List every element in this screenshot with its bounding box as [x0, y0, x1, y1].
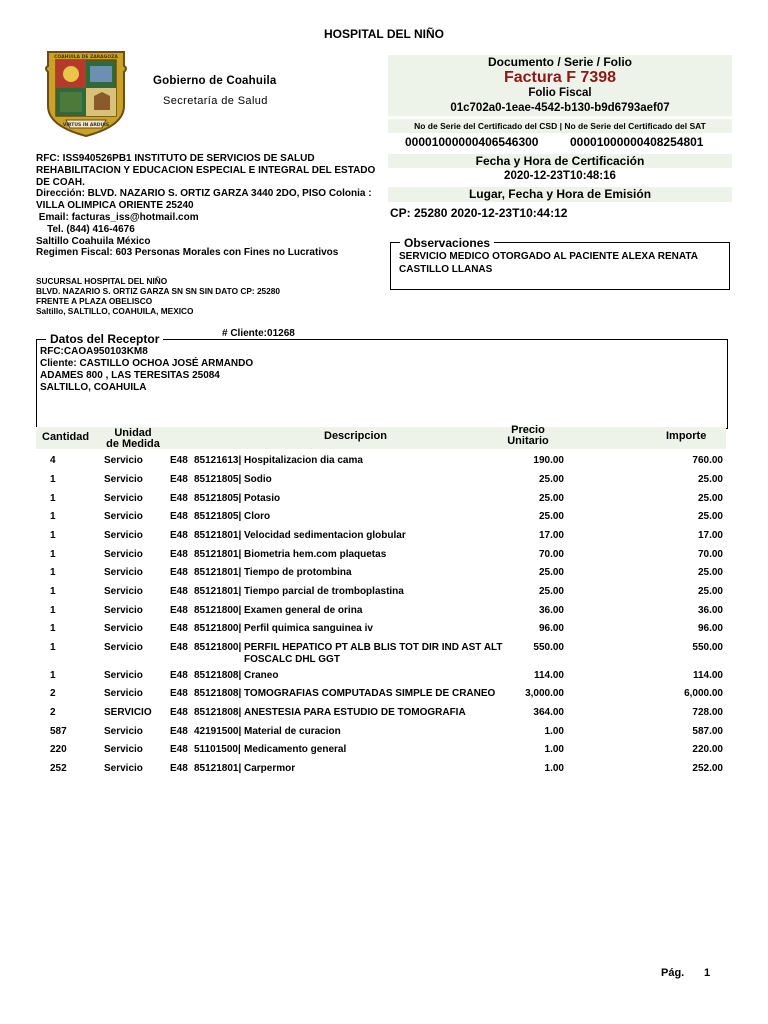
descripcion-cell: Hospitalizacion dia cama	[244, 455, 363, 466]
cantidad-cell: 4	[50, 455, 56, 466]
codigo-cell: 51101500|	[194, 744, 241, 755]
importe-cell: 550.00	[692, 642, 723, 653]
cantidad-cell: 1	[50, 670, 56, 681]
descripcion-cell: Medicamento general	[244, 744, 347, 755]
secretaria-label: Secretaría de Salud	[163, 95, 268, 107]
page-number: 1	[704, 967, 711, 979]
importe-cell: 70.00	[697, 549, 723, 560]
certificado-sat: 00001000000408254801	[570, 135, 704, 149]
importe-cell: 252.00	[692, 763, 723, 774]
unidad-cell: Servicio	[104, 623, 143, 634]
precio-unitario-cell: 25.00	[538, 586, 564, 597]
unidad-cell: Servicio	[104, 567, 143, 578]
clave-unidad-cell: E48	[170, 688, 188, 699]
header-precio-line1: Precio	[511, 424, 545, 436]
receptor-label: Datos del Receptor	[46, 332, 163, 346]
clave-unidad-cell: E48	[170, 455, 188, 466]
cantidad-cell: 1	[50, 549, 56, 560]
unidad-cell: Servicio	[104, 763, 143, 774]
codigo-cell: 85121808|	[194, 670, 242, 681]
codigo-cell: 85121808|	[194, 688, 242, 699]
cantidad-cell: 2	[50, 688, 56, 699]
descripcion-cell: Carpermor	[244, 763, 296, 774]
issuer-address: Dirección: BLVD. NAZARIO S. ORTIZ GARZA 3440 2DO, PISO Colonia :	[36, 188, 372, 200]
clave-unidad-cell: E48	[170, 567, 188, 578]
importe-cell: 36.00	[697, 605, 723, 616]
unidad-cell: Servicio	[104, 493, 143, 504]
importe-cell: 587.00	[692, 726, 723, 737]
receptor-direccion: ADAMES 800 , LAS TERESITAS 25084	[40, 370, 220, 381]
documento-label: Documento / Serie / Folio	[388, 55, 732, 69]
fecha-certificacion-value: 2020-12-23T10:48:16	[504, 170, 616, 182]
precio-unitario-cell: 25.00	[538, 474, 564, 485]
factura-number: Factura F 7398	[388, 69, 732, 87]
clave-unidad-cell: E48	[170, 530, 188, 541]
importe-cell: 96.00	[697, 623, 723, 634]
precio-unitario-cell: 96.00	[538, 623, 564, 634]
codigo-cell: 85121801|	[194, 763, 242, 774]
issuer-regimen: Regimen Fiscal: 603 Personas Morales con Fines no Lucrativos	[36, 247, 339, 259]
codigo-cell: 85121805|	[194, 493, 242, 504]
unidad-cell: Servicio	[104, 744, 143, 755]
gobierno-label: Gobierno de Coahuila	[153, 75, 277, 87]
descripcion-cell: Material de curacion	[244, 726, 341, 737]
page-label: Pág.	[661, 967, 685, 979]
importe-cell: 25.00	[697, 493, 723, 504]
header-unidad	[100, 428, 166, 450]
cantidad-cell: 2	[50, 707, 56, 718]
clave-unidad-cell: E48	[170, 605, 188, 616]
codigo-cell: 85121805|	[194, 474, 242, 485]
fecha-certificacion-label: Fecha y Hora de Certificación	[388, 154, 732, 168]
precio-unitario-cell: 190.00	[533, 455, 564, 466]
cantidad-cell: 1	[50, 605, 56, 616]
issuer-rfc: RFC: ISS940526PB1 INSTITUTO DE SERVICIOS DE SALUD	[36, 153, 315, 164]
issuer-colonia: VILLA OLIMPICA ORIENTE 25240	[36, 200, 194, 212]
clave-unidad-cell: E48	[170, 511, 188, 522]
descripcion-cell: TOMOGRAFIAS COMPUTADAS SIMPLE DE CRANEO	[244, 688, 496, 699]
receptor-ciudad: SALTILLO, COAHUILA	[40, 382, 147, 393]
cantidad-cell: 1	[50, 642, 56, 653]
sucursal-name: SUCURSAL HOSPITAL DEL NIÑO	[36, 276, 168, 286]
importe-cell: 25.00	[697, 586, 723, 597]
clave-unidad-cell: E48	[170, 670, 188, 681]
codigo-cell: 85121800|	[194, 605, 242, 616]
importe-cell: 25.00	[697, 567, 723, 578]
clave-unidad-cell: E48	[170, 549, 188, 560]
clave-unidad-cell: E48	[170, 763, 188, 774]
precio-unitario-cell: 25.00	[538, 493, 564, 504]
descripcion-cell: PERFIL HEPATICO PT ALB BLIS TOT DIR IND AST ALT FOSCALC DHL GGT	[244, 642, 503, 665]
observaciones-label: Observaciones	[400, 236, 494, 250]
importe-cell: 17.00	[697, 530, 723, 541]
sucursal-block	[36, 276, 280, 316]
codigo-cell: 85121613|	[194, 455, 242, 466]
descripcion-cell: Sodio	[244, 474, 272, 485]
codigo-cell: 42191500|	[194, 726, 242, 737]
issuer-email: Email: facturas_iss@hotmail.com	[36, 211, 199, 223]
descripcion-cell: Examen general de orina	[244, 605, 363, 616]
issuer-block	[36, 153, 376, 259]
unidad-cell: Servicio	[104, 726, 143, 737]
cantidad-cell: 1	[50, 567, 56, 578]
unidad-cell: Servicio	[104, 586, 143, 597]
receptor-cliente: Cliente: CASTILLO OCHOA JOSÉ ARMANDO	[40, 358, 254, 369]
observaciones-text: SERVICIO MEDICO OTORGADO AL PACIENTE ALEXA RENATA CASTILLO LLANAS	[399, 251, 698, 275]
clave-unidad-cell: E48	[170, 642, 188, 653]
unidad-cell: Servicio	[104, 530, 143, 541]
clave-unidad-cell: E48	[170, 726, 188, 737]
precio-unitario-cell: 1.00	[544, 726, 564, 737]
unidad-cell: Servicio	[104, 511, 143, 522]
header-precio	[498, 425, 558, 447]
clave-unidad-cell: E48	[170, 707, 188, 718]
descripcion-cell: ANESTESIA PARA ESTUDIO DE TOMOGRAFIA	[244, 707, 466, 718]
precio-unitario-cell: 25.00	[538, 567, 564, 578]
importe-cell: 728.00	[692, 707, 723, 718]
header-unidad-line2: de Medida	[106, 438, 160, 450]
importe-cell: 760.00	[692, 455, 723, 466]
seal-label: COAHUILA DE ZARAGOZA	[54, 55, 118, 60]
unidad-cell: SERVICIO	[104, 707, 152, 718]
receptor-rfc: RFC:CAOA950103KM8	[40, 346, 148, 357]
issuer-name-2: REHABILITACION Y EDUCACION ESPECIAL E INTEGRAL DEL ESTADO	[36, 164, 376, 176]
cantidad-cell: 1	[50, 511, 56, 522]
cantidad-cell: 587	[50, 726, 67, 737]
cantidad-cell: 1	[50, 530, 56, 541]
importe-cell: 25.00	[697, 474, 723, 485]
importe-cell: 25.00	[697, 511, 723, 522]
cantidad-cell: 220	[50, 744, 67, 755]
header-importe: Importe	[666, 430, 707, 442]
cantidad-cell: 1	[50, 623, 56, 634]
sucursal-reference: FRENTE A PLAZA OBELISCO	[36, 296, 153, 306]
folio-fiscal-label: Folio Fiscal	[388, 86, 732, 100]
lugar-emision-label: Lugar, Fecha y Hora de Emisión	[388, 187, 732, 202]
importe-cell: 114.00	[692, 670, 723, 681]
clave-unidad-cell: E48	[170, 493, 188, 504]
precio-unitario-cell: 1.00	[544, 744, 564, 755]
cantidad-cell: 252	[50, 763, 67, 774]
header-cantidad: Cantidad	[42, 431, 90, 443]
clave-unidad-cell: E48	[170, 586, 188, 597]
codigo-cell: 85121801|	[194, 530, 242, 541]
unidad-cell: Servicio	[104, 605, 143, 616]
unidad-cell: Servicio	[104, 642, 143, 653]
sucursal-address: BLVD. NAZARIO S. ORTIZ GARZA SN SN SIN DATO CP: 25280	[36, 286, 281, 296]
lugar-emision-value: CP: 25280 2020-12-23T10:44:12	[390, 206, 568, 220]
descripcion-cell: Cloro	[244, 511, 271, 522]
precio-unitario-cell: 3,000.00	[525, 688, 564, 699]
unidad-cell: Servicio	[104, 455, 143, 466]
importe-cell: 6,000.00	[684, 688, 723, 699]
unidad-cell: Servicio	[104, 688, 143, 699]
precio-unitario-cell: 550.00	[533, 642, 564, 653]
codigo-cell: 85121800|	[194, 642, 242, 653]
clave-unidad-cell: E48	[170, 474, 188, 485]
precio-unitario-cell: 25.00	[538, 511, 564, 522]
descripcion-cell: Craneo	[244, 670, 279, 681]
precio-unitario-cell: 114.00	[533, 670, 564, 681]
codigo-cell: 85121808|	[194, 707, 242, 718]
unidad-cell: Servicio	[104, 474, 143, 485]
descripcion-cell: Tiempo parcial de tromboplastina	[244, 586, 404, 597]
clave-unidad-cell: E48	[170, 744, 188, 755]
precio-unitario-cell: 364.00	[533, 707, 564, 718]
descripcion-cell: Tiempo de protombina	[244, 567, 352, 578]
unidad-cell: Servicio	[104, 549, 143, 560]
importe-cell: 220.00	[692, 744, 723, 755]
header-precio-line2: Unitario	[507, 435, 549, 447]
precio-unitario-cell: 70.00	[538, 549, 564, 560]
header-descripcion: Descripcion	[324, 430, 387, 442]
cantidad-cell: 1	[50, 474, 56, 485]
codigo-cell: 85121805|	[194, 511, 242, 522]
codigo-cell: 85121801|	[194, 549, 242, 560]
codigo-cell: 85121801|	[194, 586, 242, 597]
cantidad-cell: 1	[50, 586, 56, 597]
descripcion-cell: Velocidad sedimentacion globular	[244, 530, 406, 541]
document-title: HOSPITAL DEL NIÑO	[323, 27, 444, 41]
clave-unidad-cell: E48	[170, 623, 188, 634]
certificado-csd: 00001000000406546300	[405, 135, 539, 149]
issuer-name-3: DE COAH.	[36, 176, 85, 188]
descripcion-cell: Biometria hem.com plaquetas	[244, 549, 387, 560]
coahuila-seal-logo	[40, 46, 132, 138]
precio-unitario-cell: 1.00	[544, 763, 564, 774]
codigo-cell: 85121801|	[194, 567, 242, 578]
certificado-labels: No de Serie del Certificado del CSD | No de Serie del Certificado del SAT	[388, 119, 732, 133]
unidad-cell: Servicio	[104, 670, 143, 681]
issuer-city: Saltillo Coahuila México	[36, 235, 151, 247]
table-header	[36, 424, 726, 450]
folio-fiscal-value: 01c702a0-1eae-4542-b130-b9d6793aef07	[388, 100, 732, 116]
descripcion-cell: Perfil quimica sanguinea iv	[244, 623, 373, 634]
issuer-phone: Tel. (844) 416-4676	[36, 223, 135, 235]
descripcion-cell: Potasio	[244, 493, 281, 504]
receptor-details	[40, 346, 253, 394]
precio-unitario-cell: 36.00	[538, 605, 564, 616]
seal-motto: VIRTUS IN ARDUIS	[62, 123, 110, 128]
cliente-number: # Cliente:01268	[222, 328, 295, 339]
header-unidad-line1: Unidad	[114, 427, 152, 439]
precio-unitario-cell: 17.00	[538, 530, 564, 541]
sucursal-city: Saltillo, SALTILLO, COAHUILA, MEXICO	[36, 306, 194, 316]
codigo-cell: 85121800|	[194, 623, 242, 634]
cantidad-cell: 1	[50, 493, 56, 504]
